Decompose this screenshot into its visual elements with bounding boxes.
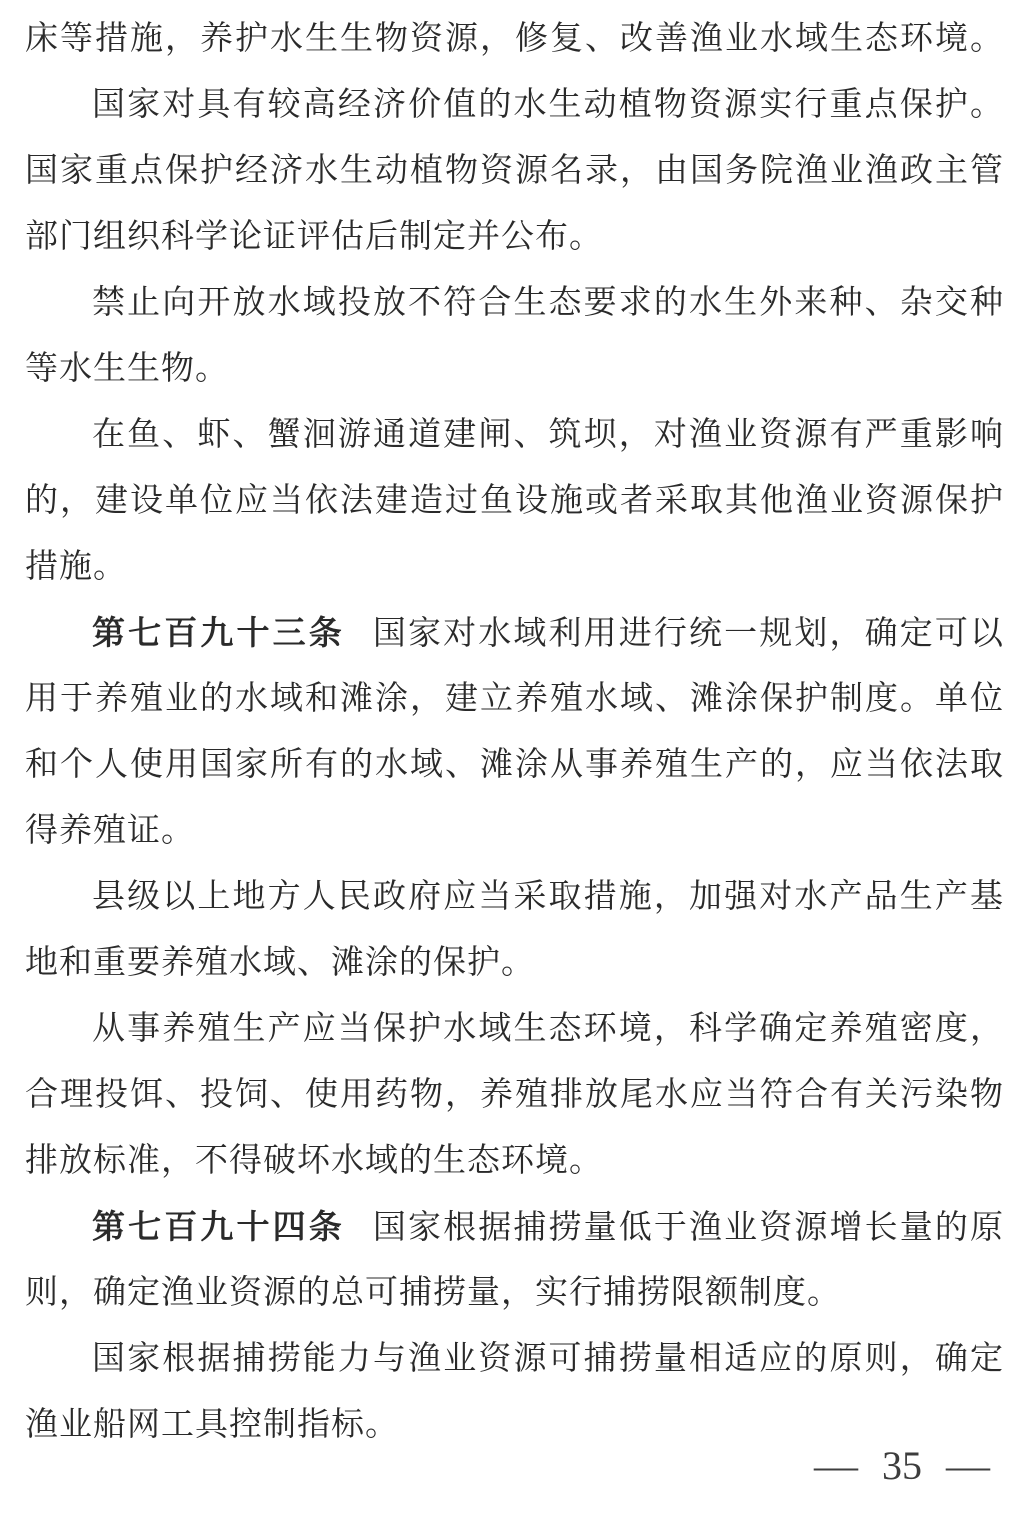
text-line [25,996,1004,1062]
text-line [25,1128,1004,1194]
line-text: 从事养殖生产应当保护水域生态环境，科学确定养殖密度， [92,1011,1004,1047]
article-number: 第七百九十三条 [92,614,345,651]
footer-dash-left: — [814,1443,858,1488]
line-text: 合理投饵、投饲、使用药物，养殖排放尾水应当符合有关污染物 [25,1077,1004,1113]
article-number: 第七百九十四条 [92,1208,345,1245]
line-text: 措施。 [25,549,127,585]
text-line [25,534,1004,600]
text-line [25,1326,1004,1392]
text-line [25,204,1004,270]
text-line [25,6,1004,72]
line-text: 国家对具有较高经济价值的水生动植物资源实行重点保护。 [92,87,1004,123]
line-text: 和个人使用国家所有的水域、滩涂从事养殖生产的，应当依法取 [25,747,1004,783]
text-line [25,798,1004,864]
line-text: 等水生生物。 [25,351,229,387]
line-text: 在鱼、虾、蟹洄游通道建闸、筑坝，对渔业资源有严重影响 [92,417,1004,453]
text-line [25,138,1004,204]
text-line [25,1062,1004,1128]
footer-dash-right: — [946,1443,990,1488]
line-text: 的，建设单位应当依法建造过鱼设施或者采取其他渔业资源保护 [25,483,1004,519]
text-line [25,402,1004,468]
text-line [25,666,1004,732]
page-footer [816,1438,988,1494]
text-line [25,468,1004,534]
text-line [25,930,1004,996]
line-text: 用于养殖业的水域和滩涂，建立养殖水域、滩涂保护制度。单位 [25,681,1004,717]
line-text: 排放标准，不得破坏水域的生态环境。 [25,1143,603,1179]
line-text: 国家重点保护经济水生动植物资源名录，由国务院渔业渔政主管 [25,153,1004,189]
article-heading-line [25,1194,1004,1260]
text-line [25,1260,1004,1326]
text-line [25,864,1004,930]
line-text: 部门组织科学论证评估后制定并公布。 [25,219,603,255]
line-text: 县级以上地方人民政府应当采取措施，加强对水产品生产基 [92,879,1004,915]
text-line [25,336,1004,402]
line-text: 则，确定渔业资源的总可捕捞量，实行捕捞限额制度。 [25,1275,841,1311]
line-text: 渔业船网工具控制指标。 [25,1407,399,1443]
line-text: 得养殖证。 [25,813,195,849]
line-text: 国家根据捕捞量低于渔业资源增长量的原 [372,1210,1004,1246]
line-text: 国家根据捕捞能力与渔业资源可捕捞量相适应的原则，确定 [92,1341,1004,1377]
page-number: 35 [882,1443,922,1488]
line-text: 国家对水域利用进行统一规划，确定可以 [372,616,1004,652]
line-text: 禁止向开放水域投放不符合生态要求的水生外来种、杂交种 [92,285,1004,321]
text-line [25,270,1004,336]
text-line [25,732,1004,798]
line-text: 地和重要养殖水域、滩涂的保护。 [25,945,535,981]
article-heading-line [25,600,1004,666]
document-page-body [25,6,1004,1458]
line-text: 床等措施，养护水生生物资源，修复、改善渔业水域生态环境。 [25,21,1004,57]
text-line [25,72,1004,138]
